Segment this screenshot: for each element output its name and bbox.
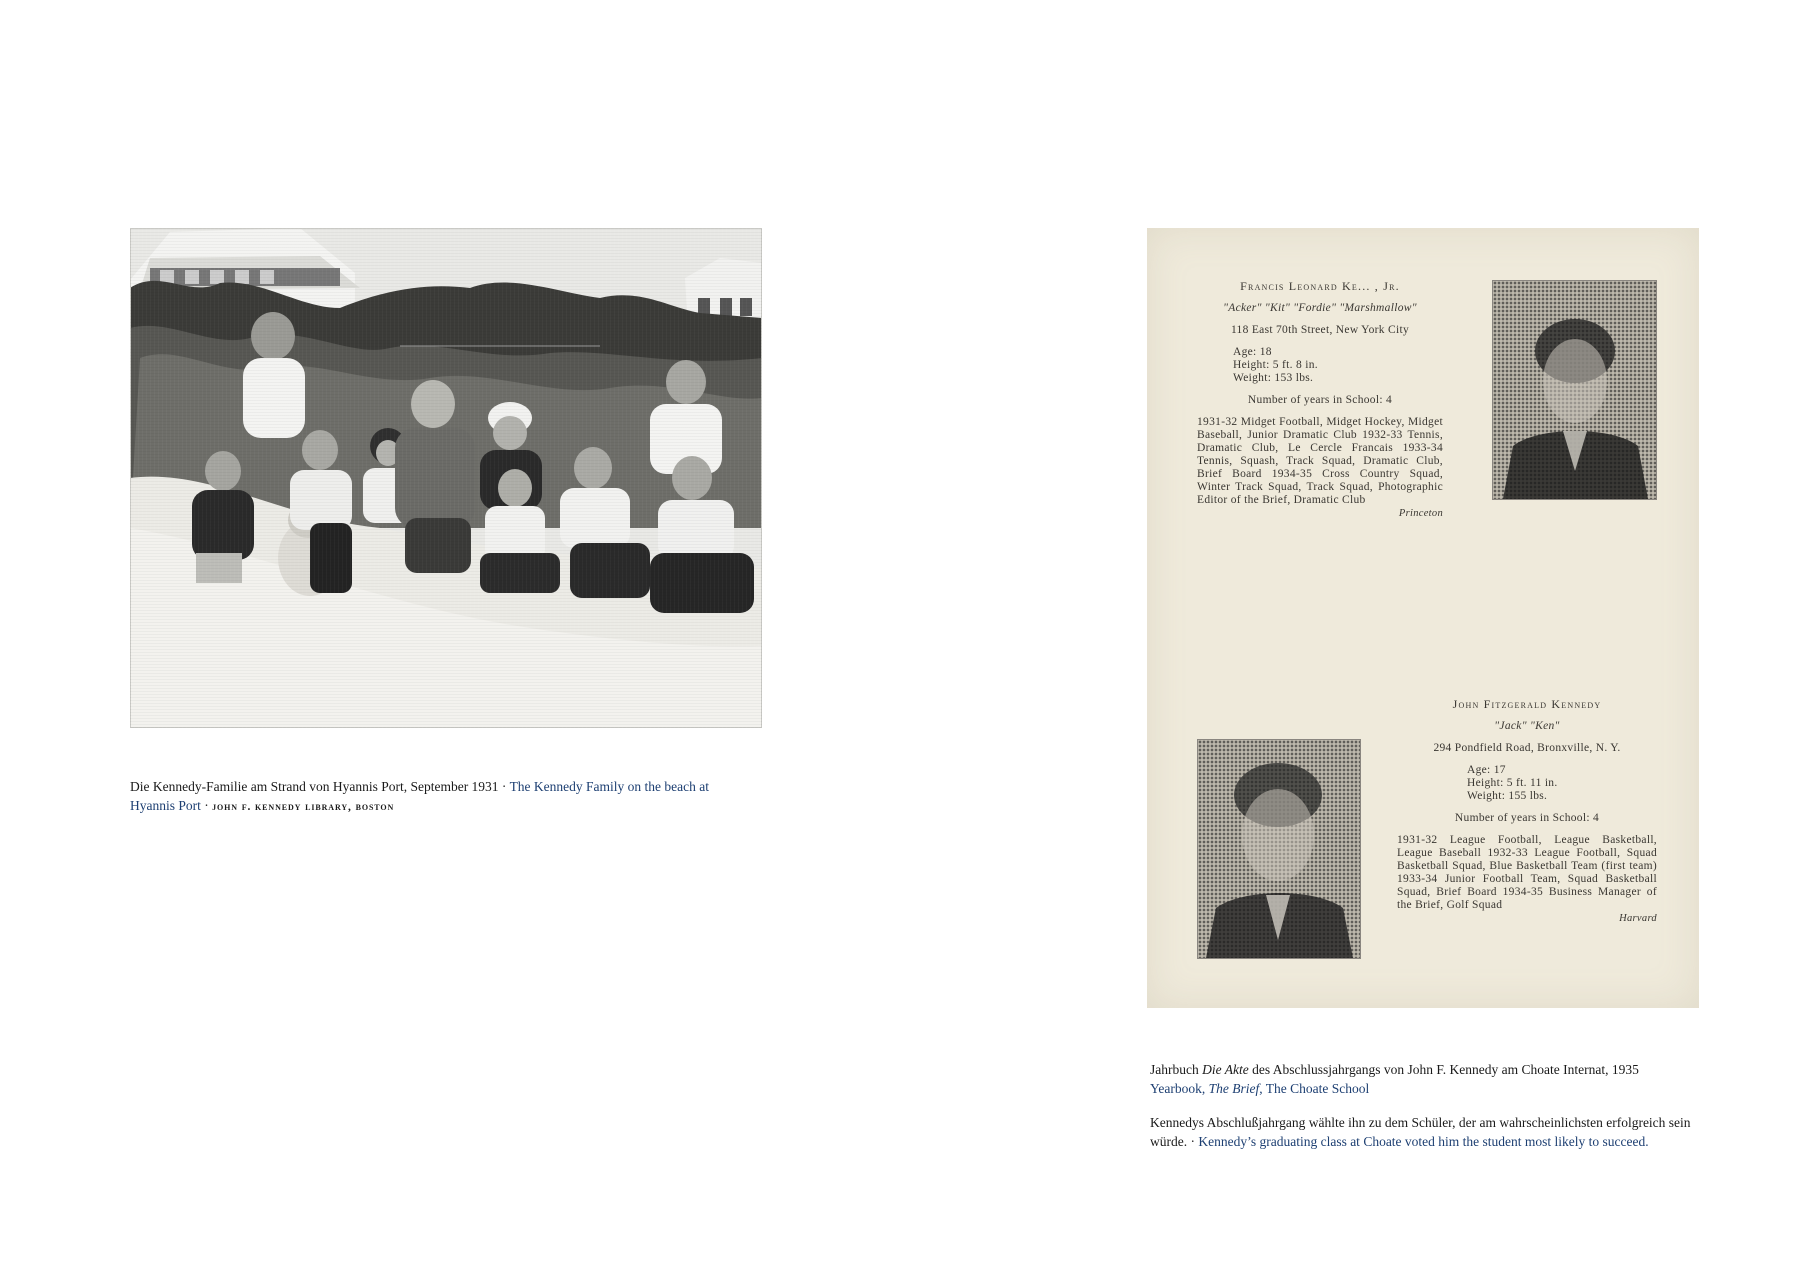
caption-german: Kennedys Abschlußjahrgang wählte ihn zu dem Schüler, der am wahrscheinlichsten erfolgreich sein würde. · bbox=[1150, 1115, 1691, 1149]
entry-years: Number of years in School: 4 bbox=[1247, 394, 1393, 406]
entry-height: Height: 5 ft. 11 in. bbox=[1467, 777, 1558, 789]
left-photo-caption bbox=[130, 777, 750, 817]
caption-german-post: des Abschlussjahrgangs von John F. Kennedy am Choate Internat, 1935 bbox=[1248, 1062, 1639, 1077]
entry-nicknames: "Acker" "Kit" "Fordie" "Marshmallow" bbox=[1223, 302, 1417, 314]
entry-age: Age: 17 bbox=[1467, 764, 1506, 776]
entry-weight: Weight: 155 lbs. bbox=[1467, 790, 1548, 802]
yearbook-caption bbox=[1150, 1060, 1700, 1098]
caption-german-title: Die Akte bbox=[1202, 1062, 1249, 1077]
caption-separator: · bbox=[200, 798, 213, 813]
caption-german-pre: Jahrbuch bbox=[1150, 1062, 1203, 1077]
entry-weight: Weight: 153 lbs. bbox=[1233, 372, 1314, 384]
kennedy-family-beach-photo bbox=[130, 228, 762, 728]
yearbook-entry-francis bbox=[1197, 280, 1443, 520]
photo-credit: john f. kennedy library, boston bbox=[212, 801, 395, 813]
entry-name: Francis Leonard Ke... , Jr. bbox=[1240, 279, 1400, 293]
portrait-john bbox=[1197, 739, 1361, 959]
caption-english-pre: Yearbook, bbox=[1150, 1081, 1209, 1096]
yearbook-entry-john bbox=[1397, 698, 1657, 925]
entry-address: 294 Pondfield Road, Bronxville, N. Y. bbox=[1433, 742, 1621, 754]
right-page bbox=[905, 0, 1810, 1280]
entry-activities: 1931-32 Midget Football, Midget Hockey, Midget Baseball, Junior Dramatic Club 1932-33 Tennis, Dramatic Club, Le Cercle Francais 1933-34 Tennis, Squash, Track Squad, Dramatic Club, Brief Board 1934-35 Cross Country Squad, Winter Track Squad, Track Squad, Photographic Editor of the Brief, Dramatic Club bbox=[1197, 416, 1443, 506]
entry-nicknames: "Jack" "Ken" bbox=[1494, 720, 1560, 732]
entry-activities: 1931-32 League Football, League Basketball, League Baseball 1932-33 League Football, Squad Basketball Squad, Blue Basketball Team (first team) 1933-34 Junior Football Team, Squad Basketball Squad, Brief Board 1934-35 Business Manager of the Brief, Golf Squad bbox=[1397, 834, 1657, 911]
entry-address: 118 East 70th Street, New York City bbox=[1230, 324, 1410, 336]
entry-height: Height: 5 ft. 8 in. bbox=[1233, 359, 1318, 371]
graduating-class-caption bbox=[1150, 1113, 1700, 1151]
caption-english-title: The Brief bbox=[1208, 1081, 1260, 1096]
yearbook-page-scan bbox=[1147, 228, 1699, 1008]
caption-english: The Kennedy Family on the beach at Hyannis Port bbox=[130, 779, 709, 813]
entry-age: Age: 18 bbox=[1233, 346, 1272, 358]
entry-name: John Fitzgerald Kennedy bbox=[1452, 697, 1602, 711]
caption-german: Die Kennedy-Familie am Strand von Hyannis Port, September 1931 · bbox=[130, 779, 510, 794]
entry-years: Number of years in School: 4 bbox=[1454, 812, 1600, 824]
caption-english: Kennedy’s graduating class at Choate voted him the student most likely to succeed. bbox=[1198, 1134, 1649, 1149]
caption-english-post: , The Choate School bbox=[1259, 1081, 1370, 1096]
entry-college: Princeton bbox=[1398, 508, 1443, 519]
entry-college: Harvard bbox=[1619, 913, 1657, 924]
portrait-francis bbox=[1492, 280, 1657, 500]
